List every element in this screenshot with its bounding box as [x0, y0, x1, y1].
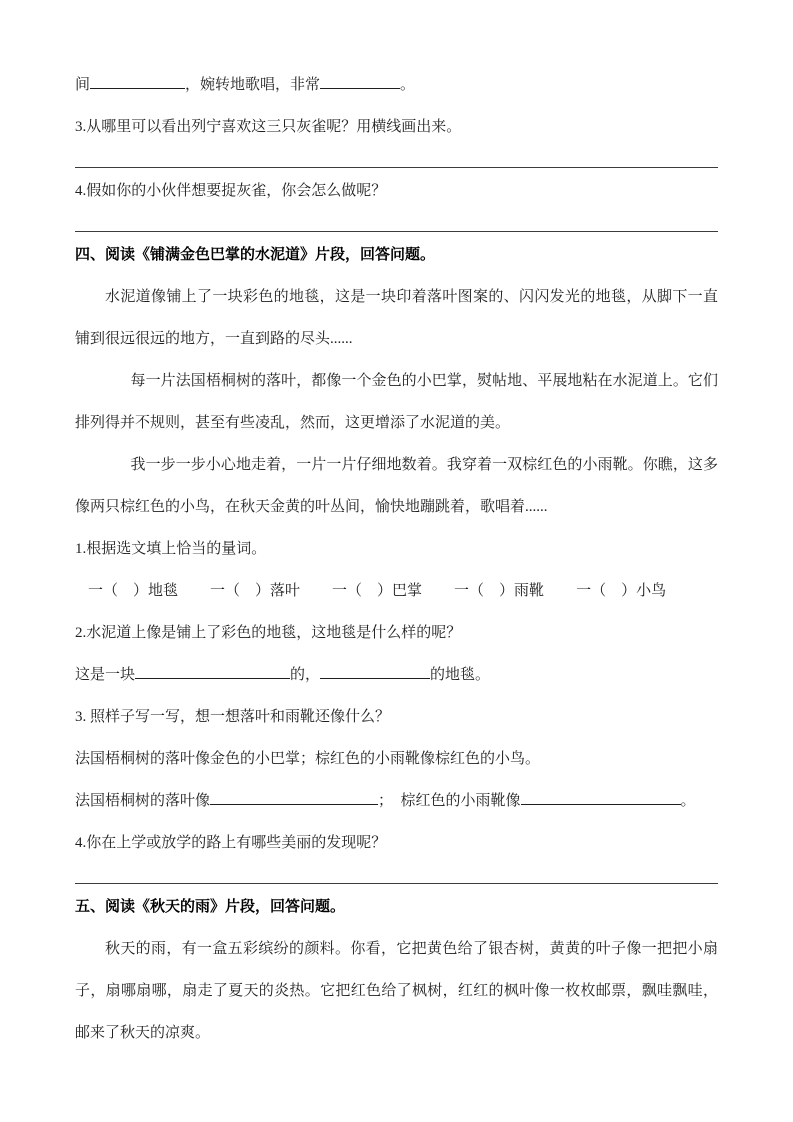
section-4-heading: 四、阅读《铺满金色巴掌的水泥道》片段，回答问题。: [75, 247, 436, 263]
passage-paragraph: 我一步一步小心地走着，一片一片仔细地数着。我穿着一双棕红色的小雨靴。你瞧，这多像两只棕红色的小鸟，在秋天金黄的叶丛间，愉快地蹦跳着，歌唱着......: [75, 457, 718, 515]
fill-blank: [320, 664, 430, 679]
answer-text-pre: 法国梧桐树的落叶像: [75, 793, 211, 809]
question-4-discovery: 4.你在上学或放学的路上有哪些美丽的发现呢？: [75, 835, 387, 851]
fill-in-sentence: [75, 64, 718, 106]
fill-blank: [135, 664, 290, 679]
fill-blank: [90, 74, 185, 89]
question-2-carpet: 2.水泥道上像是铺上了彩色的地毯，这地毯是什么样的呢？: [75, 625, 462, 641]
fill-in-text-pre: 间: [75, 77, 91, 93]
question-3-example: 法国梧桐树的落叶像金色的小巴掌；棕红色的小雨靴像棕红色的小鸟。: [75, 751, 541, 767]
measure-word-item: 一（ ）小鸟: [576, 583, 667, 599]
fill-in-text-mid: ，婉转地歌唱，非常: [185, 77, 321, 93]
measure-word-item: 一（ ）落叶: [210, 583, 301, 599]
question-3-grey-finch: 3.从哪里可以看出列宁喜欢这三只灰雀呢？用横线画出来。: [75, 119, 462, 135]
answer-text-mid: 的，: [290, 667, 321, 683]
measure-word-item: 一（ ）地毯: [88, 583, 179, 599]
answer-line: [75, 148, 718, 168]
answer-text-end: 的地毯。: [430, 667, 491, 683]
answer-text-end: 。: [680, 793, 696, 809]
fill-blank: [210, 790, 378, 805]
answer-line: [75, 212, 718, 232]
passage-paragraph: 每一片法国梧桐树的落叶，都像一个金色的小巴掌，熨帖地、平展地粘在水泥道上。它们排列得并不规则，甚至有些凌乱，然而，这更增添了水泥道的美。: [75, 373, 718, 431]
section-5-heading: 五、阅读《秋天的雨》片段，回答问题。: [75, 899, 346, 915]
measure-word-row: [75, 570, 718, 612]
answer-line: [75, 864, 718, 884]
question-4-grey-finch: 4.假如你的小伙伴想要捉灰雀，你会怎么做呢？: [75, 183, 387, 199]
fill-in-text-end: 。: [400, 77, 416, 93]
fill-blank: [320, 74, 400, 89]
question-1-measure-words: 1.根据选文填上恰当的量词。: [75, 541, 267, 557]
answer-text-mid: ； 棕红色的小雨靴像: [378, 793, 521, 809]
answer-text-pre: 这是一块: [75, 667, 136, 683]
passage-paragraph: 秋天的雨，有一盒五彩缤纷的颜料。你看，它把黄色给了银杏树，黄黄的叶子像一把把小扇子，扇哪扇哪，扇走了夏天的炎热。它把红色给了枫树，红红的枫叶像一枚枚邮票，飘哇飘哇，邮来了秋天的凉爽。: [75, 941, 718, 1041]
question-3-simile: 3. 照样子写一写，想一想落叶和雨靴还像什么？: [75, 709, 391, 725]
fill-blank: [521, 790, 681, 805]
measure-word-item: 一（ ）巴掌: [332, 583, 423, 599]
question-3-answer-template: [75, 780, 718, 822]
measure-word-item: 一（ ）雨靴: [454, 583, 545, 599]
passage-paragraph: 水泥道像铺上了一块彩色的地毯，这是一块印着落叶图案的、闪闪发光的地毯，从脚下一直铺到很远很远的地方，一直到路的尽头......: [75, 289, 718, 347]
question-2-answer-template: [75, 654, 718, 696]
